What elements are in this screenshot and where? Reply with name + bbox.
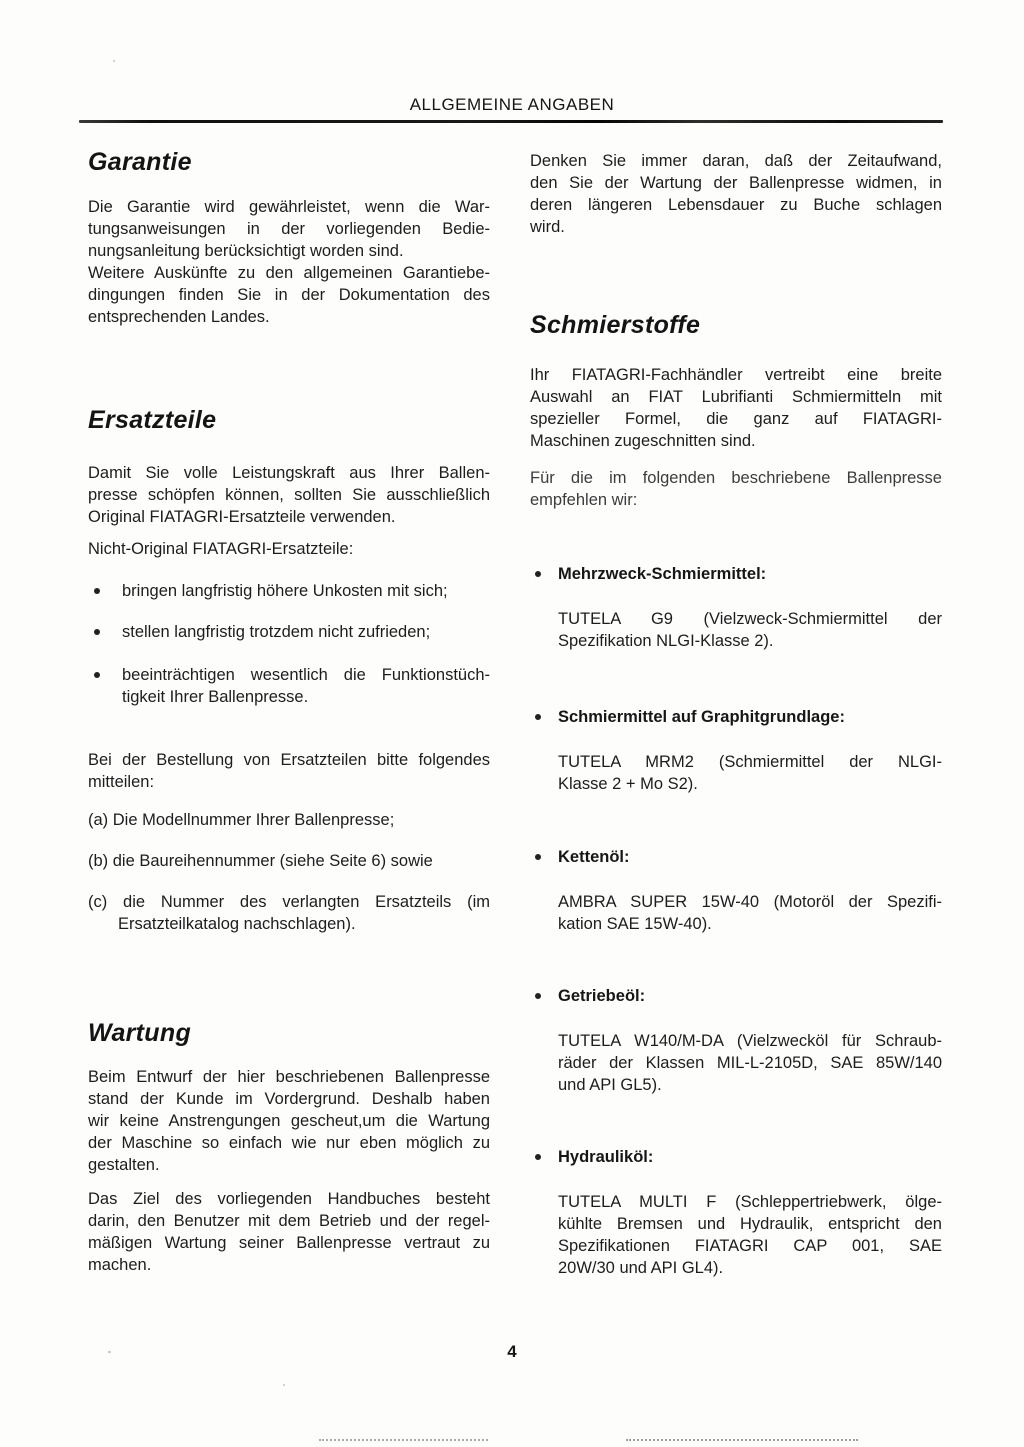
scan-artifact-speck: [108, 1351, 111, 1353]
bestellung-paragraph: Bei der Bestellung von Ersatzteilen bitte folgendes mitteilen:: [88, 751, 490, 791]
page-number: 4: [507, 1342, 517, 1361]
lubricant-description: TUTELA MULTI F (Schleppertriebwerk, ölge- kühlte Bremsen und Hydraulik, entspricht den Spezifikationen FIATAGRI CAP 001, SAE 20W/30 und API GL4).: [558, 1193, 942, 1277]
bullet-dot: [94, 629, 100, 635]
order-item-b: (b) die Baureihennummer (siehe Seite 6) sowie: [88, 852, 433, 870]
lubricant-description: AMBRA SUPER 15W-40 (Motoröl der Spezifi- kation SAE 15W-40).: [558, 893, 942, 933]
lubricant-item-hydraulikoel: [530, 1146, 942, 1279]
scan-artifact-speck: [113, 60, 115, 62]
left-column: [88, 0, 490, 1447]
lubricant-item-getriebeoel: [530, 985, 942, 1096]
bullet-dot: [94, 672, 100, 678]
section-heading-ersatzteile: Ersatzteile: [88, 406, 217, 434]
schmierstoffe-paragraph-1: Ihr FIATAGRI-Fachhändler vertreibt eine breite Auswahl an FIAT Lubrifianti Schmiermitteln mit spezieller Formel, die ganz auf FIATAGRI- Maschinen zugeschnitten sind.: [530, 366, 942, 450]
lubricant-item-kettenoel: [530, 846, 942, 935]
order-item-a: (a) Die Modellnummer Ihrer Ballenpresse;: [88, 811, 395, 829]
lubricant-label: Hydrauliköl:: [558, 1148, 654, 1166]
scan-artifact-dotted-line: [626, 1439, 858, 1441]
lubricant-description: TUTELA W140/M-DA (Vielzwecköl für Schraub- räder der Klassen MIL-L-2105D, SAE 85W/140 und API GL5).: [558, 1032, 942, 1094]
scan-artifact-speck: [283, 1384, 285, 1386]
lubricant-description: TUTELA MRM2 (Schmiermittel der NLGI- Klasse 2 + Mo S2).: [558, 753, 942, 793]
lubricant-heading-row: [530, 563, 942, 585]
bullet-dot: [94, 588, 100, 594]
right-column: [530, 0, 942, 1447]
wartung-paragraph-2: Das Ziel des vorliegenden Handbuches besteht darin, den Benutzer mit dem Betrieb und der regel- mäßigen Wartung seiner Ballenpresse vertraut zu machen.: [88, 1190, 490, 1274]
garantie-paragraph: Die Garantie wird gewährleistet, wenn die War- tungsanweisungen in der vorliegenden Bedie- nungsanleitung berücksichtigt worden sind. Weitere Auskünfte zu den allgemeinen Garantiebe- dingungen finden Sie in der Dokumentation des entsprechenden Landes.: [88, 198, 490, 326]
bullet-text: stellen langfristig trotzdem nicht zufrieden;: [122, 623, 431, 641]
order-item-c: (c) die Nummer des verlangten Ersatzteils (im Ersatzteilkatalog nachschlagen).: [88, 893, 490, 933]
lubricant-item-mehrzweck: [530, 563, 942, 652]
bullet-dot: [535, 1154, 541, 1160]
section-heading-garantie: Garantie: [88, 148, 192, 176]
wartung-paragraph-1: Beim Entwurf der hier beschriebenen Ballenpresse stand der Kunde im Vordergrund. Deshalb haben wir keine Anstrengungen gescheut,um die Wartung der Maschine so einfach wie nur eben möglich zu gestalten.: [88, 1068, 490, 1174]
lubricant-label: Kettenöl:: [558, 848, 630, 866]
garantie-continuation-paragraph: Denken Sie immer daran, daß der Zeitaufwand, den Sie der Wartung der Ballenpresse widmen, in deren längeren Lebensdauer zu Buche schlagen wird.: [530, 152, 942, 236]
schmierstoffe-paragraph-2: Für die im folgenden beschriebene Ballenpresse empfehlen wir:: [530, 469, 942, 509]
ersatzteile-bullet-item: [88, 664, 490, 708]
section-heading-schmierstoffe: Schmierstoffe: [530, 311, 701, 339]
ersatzteile-intro-paragraph: Damit Sie volle Leistungskraft aus Ihrer Ballen- presse schöpfen können, sollten Sie ausschließlich Original FIATAGRI-Ersatzteile verwenden.: [88, 464, 490, 526]
bullet-dot: [535, 571, 541, 577]
lubricant-label: Schmiermittel auf Graphitgrundlage:: [558, 708, 845, 726]
section-heading-wartung: Wartung: [88, 1019, 192, 1047]
lubricant-label: Getriebeöl:: [558, 987, 646, 1005]
nicht-original-line: Nicht-Original FIATAGRI-Ersatzteile:: [88, 540, 354, 558]
lubricant-heading-row: [530, 846, 942, 868]
lubricant-description: TUTELA G9 (Vielzweck-Schmiermittel der Spezifikation NLGI-Klasse 2).: [558, 610, 942, 650]
ersatzteile-bullet-item: [88, 621, 490, 643]
lubricant-item-graphit: [530, 706, 942, 795]
bullet-text: bringen langfristig höhere Unkosten mit sich;: [122, 582, 448, 600]
bullet-dot: [535, 993, 541, 999]
bullet-dot: [535, 854, 541, 860]
lubricant-label: Mehrzweck-Schmiermittel:: [558, 565, 767, 583]
bullet-dot: [535, 714, 541, 720]
page-header-title: ALLGEMEINE ANGABEN: [409, 95, 615, 114]
bullet-text: beeinträchtigen wesentlich die Funktionstüch- tigkeit Ihrer Ballenpresse.: [122, 666, 490, 706]
lubricant-heading-row: [530, 985, 942, 1007]
scan-artifact-dotted-line: [319, 1439, 488, 1441]
ersatzteile-bullet-item: [88, 580, 490, 602]
lubricant-heading-row: [530, 1146, 942, 1168]
lubricant-heading-row: [530, 706, 942, 728]
